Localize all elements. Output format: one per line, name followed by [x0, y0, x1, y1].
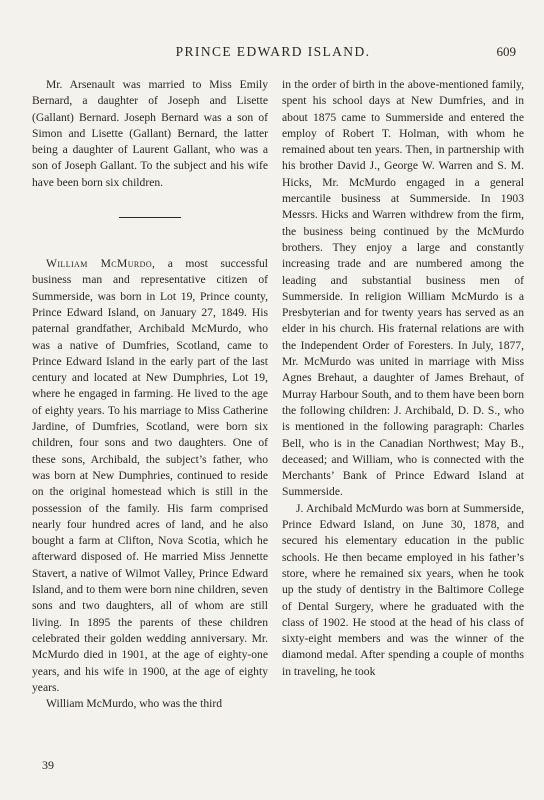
paragraph-mcmurdo-career: in the order of birth in the above-mentioned family, spent his school days at New Dumfries, and in about 1875 came to Summerside and entered the employ of Robert T. Holman, with whom he remained about ten years. Then, in partnership with his brother David J., George W. Warren and S. M. Hicks, Mr. McMurdo engaged in a general mercantile business at Summerside. In 1903 Messrs. Hicks and Warren withdrew from the firm, the business being continued by the McMurdo brothers. They enjoy a large and constantly increasing trade and are numbered among the leading and substantial business men of Summerside. In religion William McMurdo is a Presbyterian and for twenty years has served as an elder in his church. His fraternal relations are with the Independent Order of Foresters. In July, 1877, Mr. McMurdo was united in marriage with Miss Agnes Brehaut, a daughter of James Brehaut, of Murray Harbour South, and to them have been born the following children: J. Archibald, D. D. S., who is mentioned in the following paragraph: Charles Bell, who is in the Canadian Northwest; May B., deceased; and William, who is connected with the Merchants’ Bank of Prince Edward Island at Summerside. — [282, 78, 524, 499]
paragraph-william-mcmurdo-continued: William McMurdo, who was the third — [46, 697, 222, 711]
subject-name: William McMurdo, — [46, 257, 156, 271]
section-divider — [119, 217, 181, 218]
page-header — [30, 44, 516, 64]
printer-signature-mark: 39 — [42, 758, 54, 772]
paragraph-william-mcmurdo-body: a most successful business man and representative citizen of Summerside, was born in Lot 19, Prince county, Prince Edward Island, on January 27, 1849. His paternal grandfather, Archibald McMurdo, who was a native of Dumfries, Scotland, came to Prince Edward Island in the early part of the last century and located at New Dumphries, Lot 19, where he engaged in farming. He lived to the age of eighty years. To his marriage to Miss Catherine Jardine, of Dumfries, Scotland, were born six children, four sons and two daughters. One of these sons, Archibald, the subject’s father, who was born at New Dumphries, continued to reside on the original homestead which is still in the possession of the family. His farm comprised nearly four hundred acres of land, and he also bought a farm at Clifton, Nova Scotia, which he afterward disposed of. He married Miss Jennette Stavert, a native of Wilmot Valley, Prince Edward Island, and to them were born nine children, seven sons and two daughters, all of whom are still living. In 1895 the parents of these children celebrated their golden wedding anniversary. Mr. McMurdo died in 1901, at the age of eighty-one years, and his wife in 1900, at the age of eighty years. — [32, 257, 268, 694]
left-column — [32, 77, 268, 712]
paragraph-arsenault-marriage: Mr. Arsenault was married to Miss Emily Bernard, a daughter of Joseph and Lisette (Gallant) Bernard. Joseph Bernard was a son of Simon and Lisette (Gallant) Bernard, the latter being a daughter of Laurent Gallant, who was a son of Joseph Gallant. To the subject and his wife have been born six children. — [32, 78, 268, 189]
paragraph-j-archibald-mcmurdo: J. Archibald McMurdo was born at Summerside, Prince Edward Island, on June 30, 1878, and secured his elementary education in the public schools. He then became employed in his father’s store, where he remained six years, when he took up the study of dentistry in the Baltimore College of Dental Surgery, where he graduated with the class of 1902. He stood at the head of his class of sixty-eight members and was the winner of the diamond medal. After spending a couple of months in traveling, he took — [282, 501, 524, 678]
paragraph-william-mcmurdo — [32, 256, 268, 696]
right-column — [282, 77, 524, 680]
running-title: PRINCE EDWARD ISLAND. — [175, 44, 371, 59]
page-number: 609 — [496, 44, 516, 59]
